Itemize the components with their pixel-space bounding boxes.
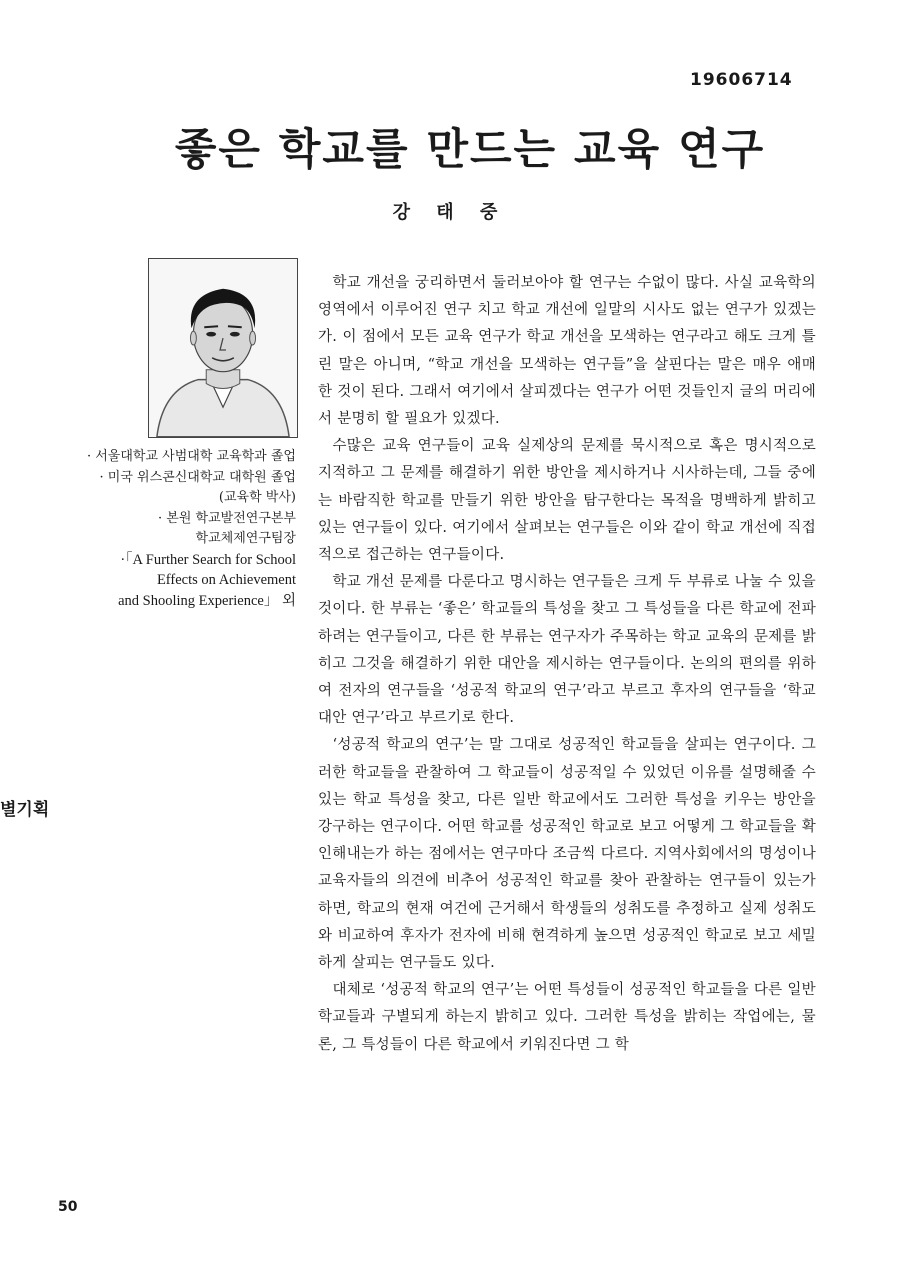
author-name: 강 태 중 xyxy=(392,202,508,223)
bio-line: and Shooling Experience」 외 xyxy=(118,592,296,609)
page-number: 50 xyxy=(58,1199,78,1215)
portrait-image xyxy=(149,259,297,437)
bio-line: (교육학 박사) xyxy=(218,490,296,505)
bio-line: · 미국 위스콘신대학교 대학원 졸업 xyxy=(99,469,296,485)
body-paragraph: 학교 개선을 궁리하면서 둘러보아야 할 연구는 수없이 많다. 사실 교육학의 영역에서 이루어진 연구 치고 학교 개선에 일말의 시사도 없는 연구가 있겠는가. 이 점에서 모든 교육 연구가 학교 개선을 모색하는 연구라고 해도 크게 틀린 말은 아니며, “학교 개선을 모색하는 연구들”을 살핀다는 말은 매우 애매한 것이 된다. 그래서 여기에서 살피겠다는 연구가 어떤 것들인지 글의 머리에서 분명히 할 필요가 있겠다. xyxy=(318,275,816,428)
body-paragraph: 학교 개선 문제를 다룬다고 명시하는 연구들은 크게 두 부류로 나눌 수 있을 것이다. 한 부류는 ‘좋은’ 학교들의 특성을 찾고 그 특성들을 다른 학교에 전파하려는 연구들이고, 다른 한 부류는 연구자가 주목하는 학교 교육의 문제를 밝히고 그것을 해결하기 위한 대안을 제시하는 연구들이다. 논의의 편의를 위하여 전자의 연구들을 ‘성공적 학교의 연구’라고 부르고 후자의 연구들을 ‘학교 대안 연구’라고 부르기로 한다. xyxy=(318,574,816,727)
bio-line: Effects on Achievement xyxy=(156,572,296,588)
bio-line: ·「A Further Search for School xyxy=(120,551,296,568)
section-label: 별기획 xyxy=(0,800,50,820)
article-title: 좋은 학교를 만드는 교육 연구 xyxy=(174,125,766,175)
body-paragraph: ‘성공적 학교의 연구’는 말 그대로 성공적인 학교들을 살피는 연구이다. 그러한 학교들을 관찰하여 그 학교들이 성공적일 수 있었던 이유를 설명해줄 수 있는 학교 특성을 찾고, 다른 일반 학교에서도 그러한 특성을 키우는 방안을 강구하는 연구이다. 어떤 학교를 성공적인 학교로 보고 어떻게 그 학교들을 확인해내는가 하는 점에서는 연구마다 조금씩 다르다. 지역사회에서의 명성이나 교육자들의 의견에 비추어 성공적인 학교를 찾아 관찰하는 연구들이 있는가 하면, 학교의 현재 여건에 근거해서 학생들의 성취도를 추정하고 실제 성취도와 비교하여 후자가 전자에 비해 현격하게 높으면 성공적인 학교로 보고 세밀하게 살피는 연구들도 있다. xyxy=(318,737,816,972)
body-paragraph: 대체로 ‘성공적 학교의 연구’는 어떤 특성들이 성공적인 학교들을 다른 일반 학교들과 구별되게 하는지 밝히고 있다. 그러한 특성을 밝히는 작업에는, 물론, 그 특성들이 다른 학교에서 키워진다면 그 학 xyxy=(318,982,816,1053)
body-paragraph: 수많은 교육 연구들이 교육 실제상의 문제를 묵시적으로 혹은 명시적으로 지적하고 그 문제를 해결하기 위한 방안을 제시하거나 시사하는데, 그들 중에는 바람직한 학교를 만들기 위한 방안을 탐구한다는 목적을 명백하게 밝히고 있는 연구들이 있다. 여기에서 살펴보는 연구들은 이와 같이 학교 개선에 직접적으로 접근하는 연구들이다. xyxy=(318,438,816,564)
author-bio xyxy=(70,447,296,611)
bio-line: · 본원 학교발전연구본부 xyxy=(158,510,296,526)
document-id: 19606714 xyxy=(690,70,793,90)
bio-line: 학교체제연구팀장 xyxy=(195,531,296,546)
author-photo xyxy=(148,258,298,438)
bio-line: · 서울대학교 사범대학 교육학과 졸업 xyxy=(86,449,296,464)
article-body xyxy=(318,270,816,1059)
